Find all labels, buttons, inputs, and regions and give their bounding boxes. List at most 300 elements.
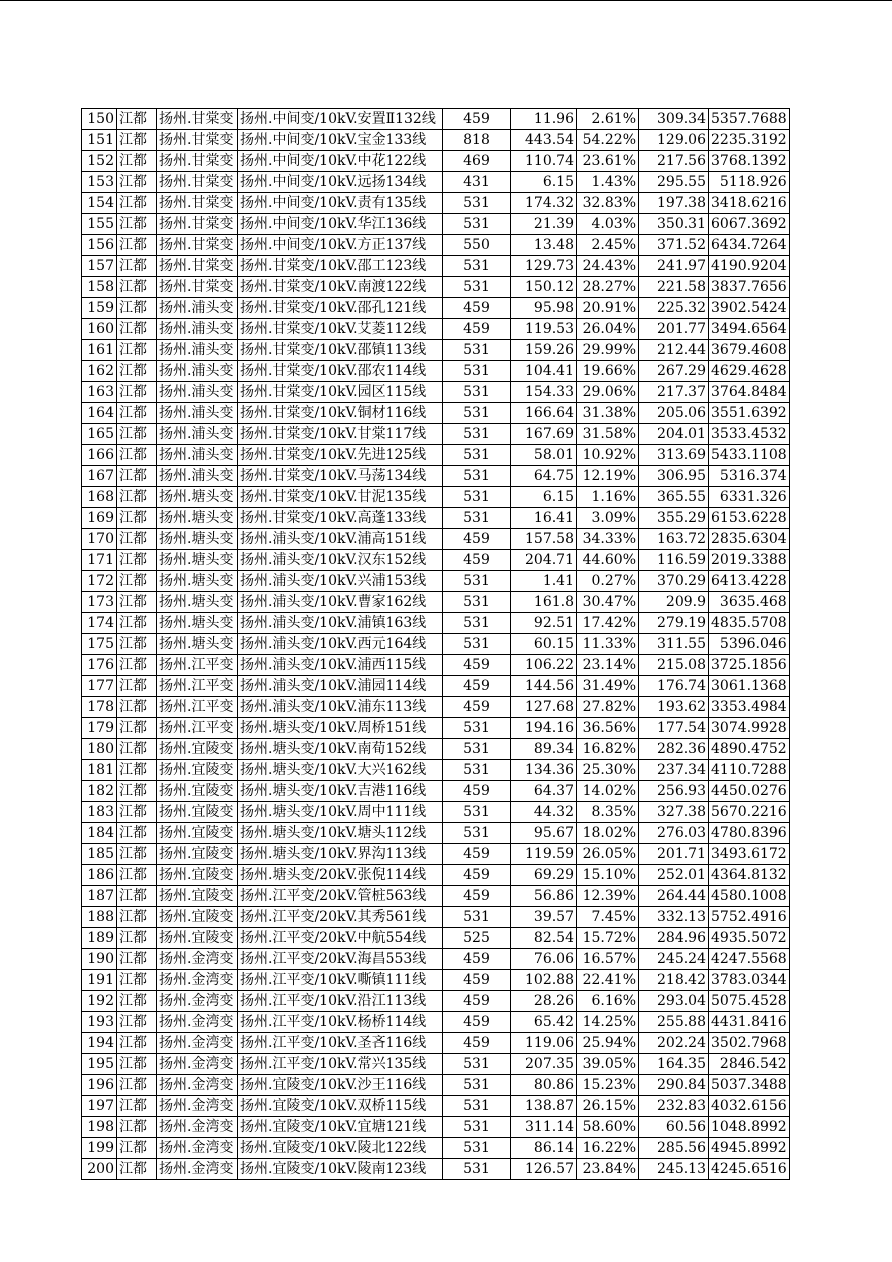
feeder-line-cell: 扬州.中间变/10kV.华江136线 [238,214,443,235]
margin-value-cell: 3493.6172 [709,844,790,865]
load-cell: 60.15 [511,634,577,655]
capacity-cell: 531 [443,1159,511,1180]
row-number: 181 [82,760,117,781]
load-cell: 89.34 [511,739,577,760]
margin-cell: 311.55 [639,634,709,655]
substation-cell: 扬州.浦头变 [157,466,238,487]
margin-cell: 177.54 [639,718,709,739]
feeder-line-cell: 扬州.甘棠变/10kV.邵工123线 [238,256,443,277]
substation-cell: 扬州.宜陵变 [157,760,238,781]
table-row [82,487,790,508]
feeder-line-cell: 扬州.江平变/10kV.杨桥114线 [238,1012,443,1033]
substation-cell: 扬州.宜陵变 [157,844,238,865]
feeder-line-cell: 扬州.浦头变/10kV.汉东152线 [238,550,443,571]
margin-value-cell: 3902.5424 [709,298,790,319]
district-cell: 江都 [117,613,157,634]
capacity-cell: 531 [443,571,511,592]
margin-value-cell: 6153.6228 [709,508,790,529]
table-row [82,1138,790,1159]
margin-cell: 282.36 [639,739,709,760]
row-number: 190 [82,949,117,970]
load-cell: 56.86 [511,886,577,907]
load-rate-cell: 54.22% [577,130,639,151]
load-rate-cell: 26.04% [577,319,639,340]
load-cell: 44.32 [511,802,577,823]
capacity-cell: 459 [443,886,511,907]
margin-cell: 355.29 [639,508,709,529]
margin-cell: 290.84 [639,1075,709,1096]
margin-cell: 218.42 [639,970,709,991]
row-number: 173 [82,592,117,613]
margin-value-cell: 3551.6392 [709,403,790,424]
table-row [82,613,790,634]
substation-cell: 扬州.金湾变 [157,1117,238,1138]
capacity-cell: 459 [443,676,511,697]
table-row [82,256,790,277]
capacity-cell: 531 [443,256,511,277]
row-number: 165 [82,424,117,445]
load-cell: 76.06 [511,949,577,970]
load-cell: 159.26 [511,340,577,361]
district-cell: 江都 [117,382,157,403]
margin-cell: 225.32 [639,298,709,319]
line-load-table [81,108,790,1180]
table-row [82,172,790,193]
load-cell: 11.96 [511,109,577,130]
load-rate-cell: 24.43% [577,256,639,277]
margin-value-cell: 4890.4752 [709,739,790,760]
substation-cell: 扬州.塘头变 [157,487,238,508]
row-number: 162 [82,361,117,382]
table-row [82,592,790,613]
capacity-cell: 459 [443,865,511,886]
load-cell: 207.35 [511,1054,577,1075]
district-cell: 江都 [117,802,157,823]
district-cell: 江都 [117,109,157,130]
feeder-line-cell: 扬州.甘棠变/10kV.铜材116线 [238,403,443,424]
load-cell: 86.14 [511,1138,577,1159]
district-cell: 江都 [117,235,157,256]
load-rate-cell: 28.27% [577,277,639,298]
substation-cell: 扬州.甘棠变 [157,214,238,235]
district-cell: 江都 [117,676,157,697]
substation-cell: 扬州.宜陵变 [157,739,238,760]
load-rate-cell: 0.27% [577,571,639,592]
capacity-cell: 531 [443,340,511,361]
margin-cell: 267.29 [639,361,709,382]
capacity-cell: 531 [443,445,511,466]
substation-cell: 扬州.宜陵变 [157,928,238,949]
district-cell: 江都 [117,214,157,235]
substation-cell: 扬州.浦头变 [157,382,238,403]
table-row [82,802,790,823]
feeder-line-cell: 扬州.宜陵变/10kV.陵北122线 [238,1138,443,1159]
margin-cell: 193.62 [639,697,709,718]
load-cell: 138.87 [511,1096,577,1117]
row-number: 193 [82,1012,117,1033]
load-rate-cell: 11.33% [577,634,639,655]
table-row [82,949,790,970]
district-cell: 江都 [117,1054,157,1075]
load-rate-cell: 31.58% [577,424,639,445]
district-cell: 江都 [117,760,157,781]
row-number: 187 [82,886,117,907]
capacity-cell: 459 [443,550,511,571]
row-number: 164 [82,403,117,424]
load-cell: 16.41 [511,508,577,529]
table-row [82,1012,790,1033]
load-rate-cell: 1.16% [577,487,639,508]
table-row [82,109,790,130]
margin-value-cell: 4364.8132 [709,865,790,886]
capacity-cell: 531 [443,487,511,508]
feeder-line-cell: 扬州.宜陵变/10kV.宜塘121线 [238,1117,443,1138]
row-number: 189 [82,928,117,949]
feeder-line-cell: 扬州.甘棠变/10kV.甘泥135线 [238,487,443,508]
table-row [82,1033,790,1054]
margin-value-cell: 3725.1856 [709,655,790,676]
feeder-line-cell: 扬州.浦头变/10kV.西元164线 [238,634,443,655]
feeder-line-cell: 扬州.中间变/10kV.宝金133线 [238,130,443,151]
district-cell: 江都 [117,151,157,172]
load-cell: 39.57 [511,907,577,928]
margin-value-cell: 4247.5568 [709,949,790,970]
margin-cell: 309.34 [639,109,709,130]
capacity-cell: 531 [443,466,511,487]
feeder-line-cell: 扬州.塘头变/10kV.周桥151线 [238,718,443,739]
district-cell: 江都 [117,298,157,319]
table-row [82,403,790,424]
row-number: 194 [82,1033,117,1054]
table-row [82,130,790,151]
margin-cell: 205.06 [639,403,709,424]
margin-value-cell: 3533.4532 [709,424,790,445]
feeder-line-cell: 扬州.甘棠变/10kV.甘棠117线 [238,424,443,445]
row-number: 154 [82,193,117,214]
substation-cell: 扬州.甘棠变 [157,151,238,172]
margin-cell: 276.03 [639,823,709,844]
load-rate-cell: 39.05% [577,1054,639,1075]
load-cell: 443.54 [511,130,577,151]
load-rate-cell: 36.56% [577,718,639,739]
table-row [82,991,790,1012]
capacity-cell: 459 [443,991,511,1012]
substation-cell: 扬州.甘棠变 [157,193,238,214]
margin-cell: 332.13 [639,907,709,928]
capacity-cell: 531 [443,823,511,844]
feeder-line-cell: 扬州.江平变/10kV.圣吝116线 [238,1033,443,1054]
feeder-line-cell: 扬州.甘棠变/10kV.南渡122线 [238,277,443,298]
district-cell: 江都 [117,1033,157,1054]
load-rate-cell: 29.99% [577,340,639,361]
load-cell: 95.67 [511,823,577,844]
table-row [82,319,790,340]
margin-cell: 116.59 [639,550,709,571]
table-row [82,1117,790,1138]
load-cell: 144.56 [511,676,577,697]
substation-cell: 扬州.宜陵变 [157,865,238,886]
capacity-cell: 459 [443,844,511,865]
margin-value-cell: 5670.2216 [709,802,790,823]
row-number: 188 [82,907,117,928]
district-cell: 江都 [117,445,157,466]
margin-cell: 201.77 [639,319,709,340]
substation-cell: 扬州.江平变 [157,718,238,739]
margin-cell: 371.52 [639,235,709,256]
table-row [82,445,790,466]
district-cell: 江都 [117,949,157,970]
substation-cell: 扬州.塘头变 [157,634,238,655]
load-rate-cell: 18.02% [577,823,639,844]
feeder-line-cell: 扬州.甘棠变/10kV.园区115线 [238,382,443,403]
district-cell: 江都 [117,1012,157,1033]
substation-cell: 扬州.江平变 [157,655,238,676]
table-row [82,1096,790,1117]
load-cell: 167.69 [511,424,577,445]
feeder-line-cell: 扬州.中间变/10kV.方正137线 [238,235,443,256]
load-cell: 69.29 [511,865,577,886]
margin-cell: 313.69 [639,445,709,466]
table-row [82,235,790,256]
substation-cell: 扬州.江平变 [157,697,238,718]
table-row [82,382,790,403]
row-number: 191 [82,970,117,991]
table-row [82,1054,790,1075]
load-rate-cell: 19.66% [577,361,639,382]
load-cell: 150.12 [511,277,577,298]
district-cell: 江都 [117,340,157,361]
capacity-cell: 531 [443,214,511,235]
substation-cell: 扬州.金湾变 [157,1012,238,1033]
substation-cell: 扬州.甘棠变 [157,277,238,298]
row-number: 180 [82,739,117,760]
row-number: 192 [82,991,117,1012]
load-cell: 64.37 [511,781,577,802]
load-cell: 21.39 [511,214,577,235]
table-row [82,739,790,760]
margin-cell: 215.08 [639,655,709,676]
district-cell: 江都 [117,550,157,571]
substation-cell: 扬州.江平变 [157,676,238,697]
load-rate-cell: 20.91% [577,298,639,319]
feeder-line-cell: 扬州.塘头变/10kV.界沟113线 [238,844,443,865]
substation-cell: 扬州.金湾变 [157,949,238,970]
substation-cell: 扬州.金湾变 [157,1096,238,1117]
district-cell: 江都 [117,865,157,886]
table-row [82,466,790,487]
margin-cell: 327.38 [639,802,709,823]
margin-cell: 129.06 [639,130,709,151]
load-cell: 6.15 [511,172,577,193]
margin-value-cell: 4629.4628 [709,361,790,382]
table-row [82,886,790,907]
load-rate-cell: 1.43% [577,172,639,193]
feeder-line-cell: 扬州.江平变/10kV.嘶镇111线 [238,970,443,991]
capacity-cell: 531 [443,802,511,823]
load-cell: 82.54 [511,928,577,949]
table-row [82,508,790,529]
margin-value-cell: 2846.542 [709,1054,790,1075]
margin-cell: 60.56 [639,1117,709,1138]
substation-cell: 扬州.金湾变 [157,991,238,1012]
district-cell: 江都 [117,991,157,1012]
substation-cell: 扬州.甘棠变 [157,130,238,151]
load-rate-cell: 23.14% [577,655,639,676]
capacity-cell: 531 [443,907,511,928]
substation-cell: 扬州.甘棠变 [157,256,238,277]
margin-cell: 201.71 [639,844,709,865]
margin-value-cell: 5357.7688 [709,109,790,130]
capacity-cell: 531 [443,382,511,403]
district-cell: 江都 [117,424,157,445]
load-cell: 80.86 [511,1075,577,1096]
margin-cell: 202.24 [639,1033,709,1054]
row-number: 152 [82,151,117,172]
table-row [82,298,790,319]
load-rate-cell: 6.16% [577,991,639,1012]
capacity-cell: 459 [443,949,511,970]
load-rate-cell: 23.84% [577,1159,639,1180]
substation-cell: 扬州.甘棠变 [157,109,238,130]
substation-cell: 扬州.浦头变 [157,424,238,445]
margin-value-cell: 2835.6304 [709,529,790,550]
margin-value-cell: 6413.4228 [709,571,790,592]
substation-cell: 扬州.宜陵变 [157,886,238,907]
row-number: 175 [82,634,117,655]
substation-cell: 扬州.塘头变 [157,571,238,592]
capacity-cell: 469 [443,151,511,172]
margin-cell: 241.97 [639,256,709,277]
margin-value-cell: 3502.7968 [709,1033,790,1054]
feeder-line-cell: 扬州.宜陵变/10kV.沙王116线 [238,1075,443,1096]
row-number: 150 [82,109,117,130]
load-rate-cell: 2.61% [577,109,639,130]
district-cell: 江都 [117,928,157,949]
table-row [82,676,790,697]
margin-value-cell: 5752.4916 [709,907,790,928]
margin-value-cell: 3353.4984 [709,697,790,718]
capacity-cell: 459 [443,529,511,550]
table-row [82,361,790,382]
district-cell: 江都 [117,256,157,277]
page-top-border [0,0,892,1]
load-rate-cell: 12.39% [577,886,639,907]
substation-cell: 扬州.浦头变 [157,361,238,382]
substation-cell: 扬州.浦头变 [157,340,238,361]
row-number: 168 [82,487,117,508]
capacity-cell: 531 [443,634,511,655]
capacity-cell: 531 [443,1138,511,1159]
load-rate-cell: 16.82% [577,739,639,760]
row-number: 199 [82,1138,117,1159]
row-number: 174 [82,613,117,634]
margin-value-cell: 4245.6516 [709,1159,790,1180]
district-cell: 江都 [117,823,157,844]
capacity-cell: 459 [443,109,511,130]
substation-cell: 扬州.宜陵变 [157,907,238,928]
table-row [82,151,790,172]
row-number: 200 [82,1159,117,1180]
district-cell: 江都 [117,592,157,613]
load-rate-cell: 26.15% [577,1096,639,1117]
row-number: 153 [82,172,117,193]
load-cell: 28.26 [511,991,577,1012]
substation-cell: 扬州.金湾变 [157,1054,238,1075]
substation-cell: 扬州.金湾变 [157,1075,238,1096]
capacity-cell: 459 [443,781,511,802]
row-number: 151 [82,130,117,151]
load-cell: 119.06 [511,1033,577,1054]
feeder-line-cell: 扬州.甘棠变/10kV.高蓬133线 [238,508,443,529]
load-rate-cell: 26.05% [577,844,639,865]
margin-value-cell: 4032.6156 [709,1096,790,1117]
table-row [82,823,790,844]
feeder-line-cell: 扬州.塘头变/20kV.张倪114线 [238,865,443,886]
margin-value-cell: 4110.7288 [709,760,790,781]
row-number: 159 [82,298,117,319]
row-number: 166 [82,445,117,466]
substation-cell: 扬州.浦头变 [157,298,238,319]
load-cell: 129.73 [511,256,577,277]
load-cell: 166.64 [511,403,577,424]
table-row [82,928,790,949]
load-cell: 119.59 [511,844,577,865]
feeder-line-cell: 扬州.浦头变/10kV.曹家162线 [238,592,443,613]
margin-cell: 285.56 [639,1138,709,1159]
load-cell: 174.32 [511,193,577,214]
substation-cell: 扬州.甘棠变 [157,235,238,256]
substation-cell: 扬州.塘头变 [157,592,238,613]
table-row [82,193,790,214]
load-cell: 204.71 [511,550,577,571]
feeder-line-cell: 扬州.中间变/10kV.远扬134线 [238,172,443,193]
feeder-line-cell: 扬州.江平变/20kV.中航554线 [238,928,443,949]
margin-cell: 232.83 [639,1096,709,1117]
district-cell: 江都 [117,277,157,298]
table-row [82,970,790,991]
row-number: 163 [82,382,117,403]
margin-value-cell: 4190.9204 [709,256,790,277]
row-number: 184 [82,823,117,844]
district-cell: 江都 [117,193,157,214]
margin-cell: 197.38 [639,193,709,214]
margin-value-cell: 5075.4528 [709,991,790,1012]
load-cell: 92.51 [511,613,577,634]
load-cell: 13.48 [511,235,577,256]
row-number: 198 [82,1117,117,1138]
margin-value-cell: 3764.8484 [709,382,790,403]
load-cell: 95.98 [511,298,577,319]
row-number: 171 [82,550,117,571]
substation-cell: 扬州.浦头变 [157,445,238,466]
substation-cell: 扬州.塘头变 [157,550,238,571]
margin-value-cell: 4450.0276 [709,781,790,802]
load-cell: 157.58 [511,529,577,550]
margin-cell: 245.24 [639,949,709,970]
margin-value-cell: 6331.326 [709,487,790,508]
substation-cell: 扬州.塘头变 [157,529,238,550]
feeder-line-cell: 扬州.塘头变/10kV.南荀152线 [238,739,443,760]
load-rate-cell: 15.72% [577,928,639,949]
capacity-cell: 531 [443,1054,511,1075]
load-rate-cell: 10.92% [577,445,639,466]
margin-value-cell: 4945.8992 [709,1138,790,1159]
substation-cell: 扬州.宜陵变 [157,781,238,802]
substation-cell: 扬州.塘头变 [157,613,238,634]
feeder-line-cell: 扬州.浦头变/10kV.浦园114线 [238,676,443,697]
margin-cell: 212.44 [639,340,709,361]
table-row [82,907,790,928]
